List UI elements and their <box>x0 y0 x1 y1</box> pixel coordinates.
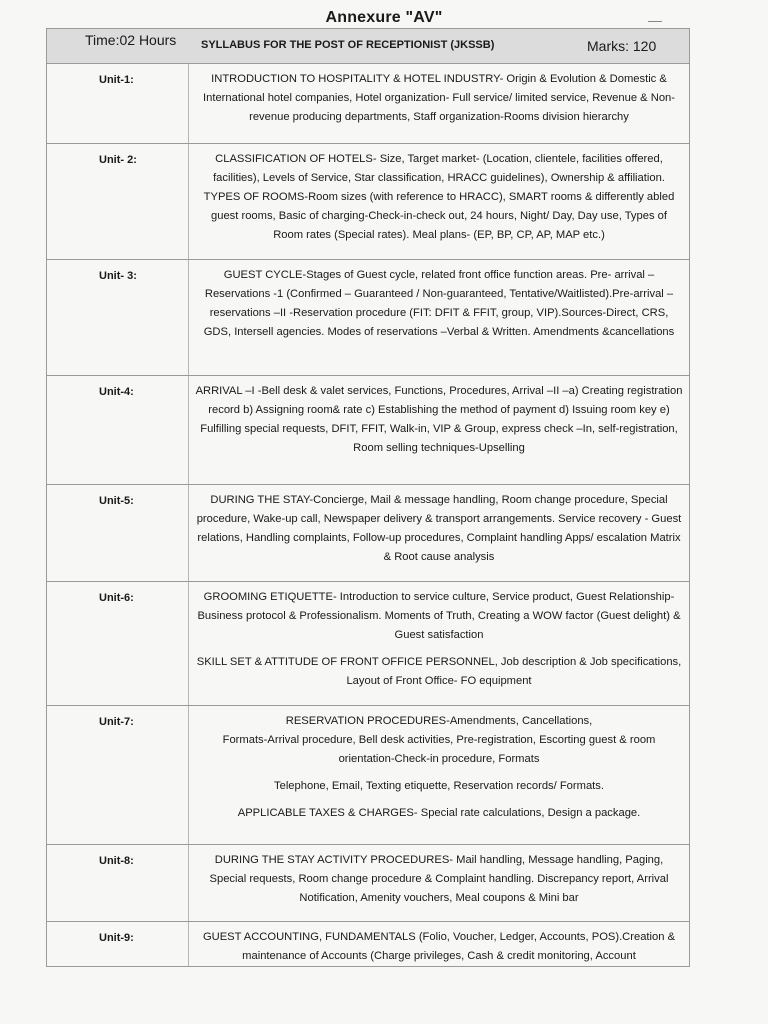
unit-row <box>47 376 689 485</box>
unit-topic-text: DURING THE STAY ACTIVITY PROCEDURES- Mail handling, Message handling, Paging, Special requests, Room change procedure & Complaint handling. Discrepancy report, Arrival Notification, Amenity vouchers, Meal coupons & Mini bar <box>209 854 669 904</box>
unit-content <box>189 376 689 484</box>
unit-row <box>47 845 689 922</box>
unit-row <box>47 260 689 376</box>
unit-topic-text: DURING THE STAY-Concierge, Mail & message handling, Room change procedure, Special procedure, Wake-up call, Newspaper delivery & transport arrangements. Service recovery - Guest relations, Handling complaints, Follow-up procedures, Complaint handling Apps/ escalation Matrix & Root cause analysis <box>196 494 682 563</box>
exam-duration: Time:02 Hours <box>85 32 177 48</box>
table-header <box>47 29 689 64</box>
syllabus-heading: SYLLABUS FOR THE POST OF RECEPTIONIST (JKSSB) <box>201 39 495 51</box>
unit-topic-text: GUEST ACCOUNTING, FUNDAMENTALS (Folio, Voucher, Ledger, Accounts, POS).Creation & maintenance of Accounts (Charge privileges, Cash & credit monitoring, Account <box>202 931 676 962</box>
unit-row <box>47 485 689 582</box>
unit-row <box>47 64 689 144</box>
unit-content <box>189 845 689 921</box>
syllabus-table <box>46 28 690 967</box>
unit-topic-text: GROOMING ETIQUETTE- Introduction to service culture, Service product, Guest Relationship-Business protocol & Professionalism. Moments of Truth, Creating a WOW factor (Guest delight) & Guest satisfaction <box>197 591 681 641</box>
unit-topic-text: GUEST CYCLE-Stages of Guest cycle, related front office function areas. Pre- arrival – Reservations -1 (Confirmed – Guaranteed / Non-guaranteed, Tentative/Waitlisted).Pre-arrival – reservations –II -Reservation procedure (FIT: DFIT & FFIT, group, VIP).Sources-Direct, CRS, GDS, Intersell agencies. Modes of reservations –Verbal & Written. Amendments &cancellations <box>203 269 675 338</box>
unit-row <box>47 922 689 967</box>
unit-label: Unit- 3: <box>47 260 189 375</box>
unit-label: Unit-9: <box>47 922 189 966</box>
unit-topic-text: APPLICABLE TAXES & CHARGES- Special rate calculations, Design a package. <box>237 807 641 819</box>
unit-topic-text: Telephone, Email, Texting etiquette, Reservation records/ Formats. <box>274 780 604 792</box>
total-marks: Marks: 120 <box>587 38 657 54</box>
unit-rows <box>47 64 689 967</box>
unit-topic-text: Formats-Arrival procedure, Bell desk activities, Pre-registration, Escorting guest & room orientation-Check-in procedure, Formats <box>222 734 656 765</box>
unit-label: Unit-1: <box>47 64 189 143</box>
unit-label: Unit-4: <box>47 376 189 484</box>
margin-mark <box>648 21 662 22</box>
unit-topic-text: CLASSIFICATION OF HOTELS- Size, Target market- (Location, clientele, facilities offered, facilities), Levels of Service, Star classification, HRACC guidelines), Ownership & affiliation. TYPES OF ROOMS-Room sizes (with reference to HRACC), SMART rooms & differently abled guest rooms, Basic of charging-Check-in-check out, 24 hours, Night/ Day, Day use, Types of Room rates (Special rates). Meal plans- (EP, BP, CP, AP, MAP etc.) <box>203 153 675 241</box>
unit-topic-text: ARRIVAL –I -Bell desk & valet services, Functions, Procedures, Arrival –II –a) Creating registration record b) Assigning room& rate c) Establishing the method of payment d) Issuing room key e) Fulfilling special requests, DFIT, FFIT, Walk-in, VIP & Group, express check –In, self-registration, Room selling techniques-Upselling <box>195 385 683 454</box>
unit-content <box>189 485 689 581</box>
unit-content <box>189 706 689 844</box>
unit-label: Unit-8: <box>47 845 189 921</box>
unit-content <box>189 582 689 705</box>
unit-row <box>47 144 689 260</box>
unit-content <box>189 144 689 259</box>
unit-row <box>47 582 689 706</box>
unit-label: Unit-7: <box>47 706 189 844</box>
unit-topic-text: INTRODUCTION TO HOSPITALITY & HOTEL INDUSTRY- Origin & Evolution & Domestic & International hotel companies, Hotel organization- Full service/ limited service, Revenue & Non-revenue producing departments, Staff organization-Rooms division hierarchy <box>203 73 675 123</box>
unit-label: Unit-5: <box>47 485 189 581</box>
unit-row <box>47 706 689 845</box>
unit-label: Unit- 2: <box>47 144 189 259</box>
unit-label: Unit-6: <box>47 582 189 705</box>
document-title: Annexure "AV" <box>325 9 443 26</box>
unit-content <box>189 64 689 143</box>
unit-topic-text: RESERVATION PROCEDURES-Amendments, Cancellations, <box>285 715 593 727</box>
unit-topic-text: SKILL SET & ATTITUDE OF FRONT OFFICE PERSONNEL, Job description & Job specifications, Layout of Front Office- FO equipment <box>196 656 682 687</box>
unit-content <box>189 260 689 375</box>
unit-content <box>189 922 689 966</box>
